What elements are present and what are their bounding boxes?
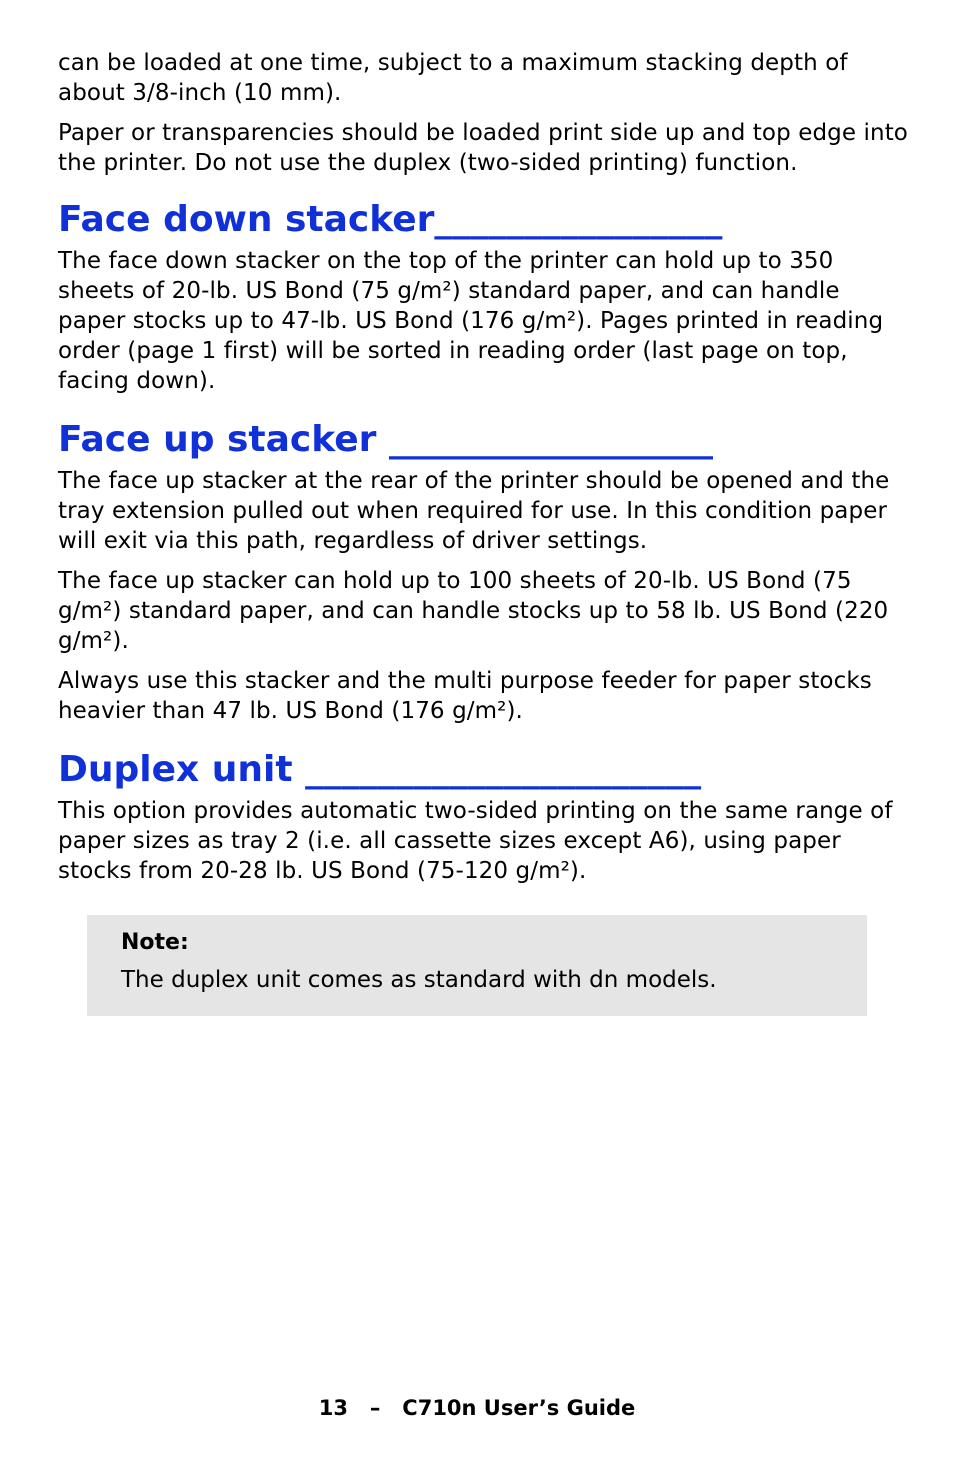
page-content — [58, 48, 908, 1016]
intro-paragraph-1: can be loaded at one time, subject to a maximum stacking depth of about 3/8-inch (10 mm). — [58, 50, 848, 106]
face-up-paragraph-2: The face up stacker can hold up to 100 sheets of 20-lb. US Bond (75 g/m²) standard paper, and can handle stocks up to 58 lb. US Bond (220 g/m²). — [58, 568, 889, 654]
note-text: The duplex unit comes as standard with dn models. — [121, 967, 717, 993]
face-down-paragraph: The face down stacker on the top of the printer can hold up to 350 sheets of 20-lb. US Bond (75 g/m²) standard paper, and can handle paper stocks up to 47-lb. US Bond (176 g/m²). Pages printed in reading order (page 1 first) will be sorted in reading order (last page on top, facing down). — [58, 248, 884, 394]
duplex-unit-heading: Duplex unit ______________________ — [58, 749, 702, 790]
note-label: Note: — [121, 930, 189, 955]
intro-paragraph-2: Paper or transparencies should be loaded print side up and top edge into the printer. Do not use the duplex (two-sided printing) function. — [58, 120, 908, 176]
face-up-paragraph-3: Always use this stacker and the multi purpose feeder for paper stocks heavier than 47 lb. US Bond (176 g/m²). — [58, 668, 872, 724]
face-down-stacker-heading: Face down stacker________________ — [58, 199, 723, 240]
duplex-paragraph: This option provides automatic two-sided printing on the same range of paper sizes as tray 2 (i.e. all cassette sizes except A6), using paper stocks from 20-28 lb. US Bond (75-120 g/m²). — [58, 798, 893, 884]
page-footer: 13 – C710n User’s Guide — [318, 1396, 636, 1420]
face-up-paragraph-1: The face up stacker at the rear of the printer should be opened and the tray extension pulled out when required for use. In this condition paper will exit via this path, regardless of driver settings. — [58, 468, 890, 554]
face-up-stacker-heading: Face up stacker __________________ — [58, 419, 713, 460]
note-box — [87, 915, 867, 1016]
